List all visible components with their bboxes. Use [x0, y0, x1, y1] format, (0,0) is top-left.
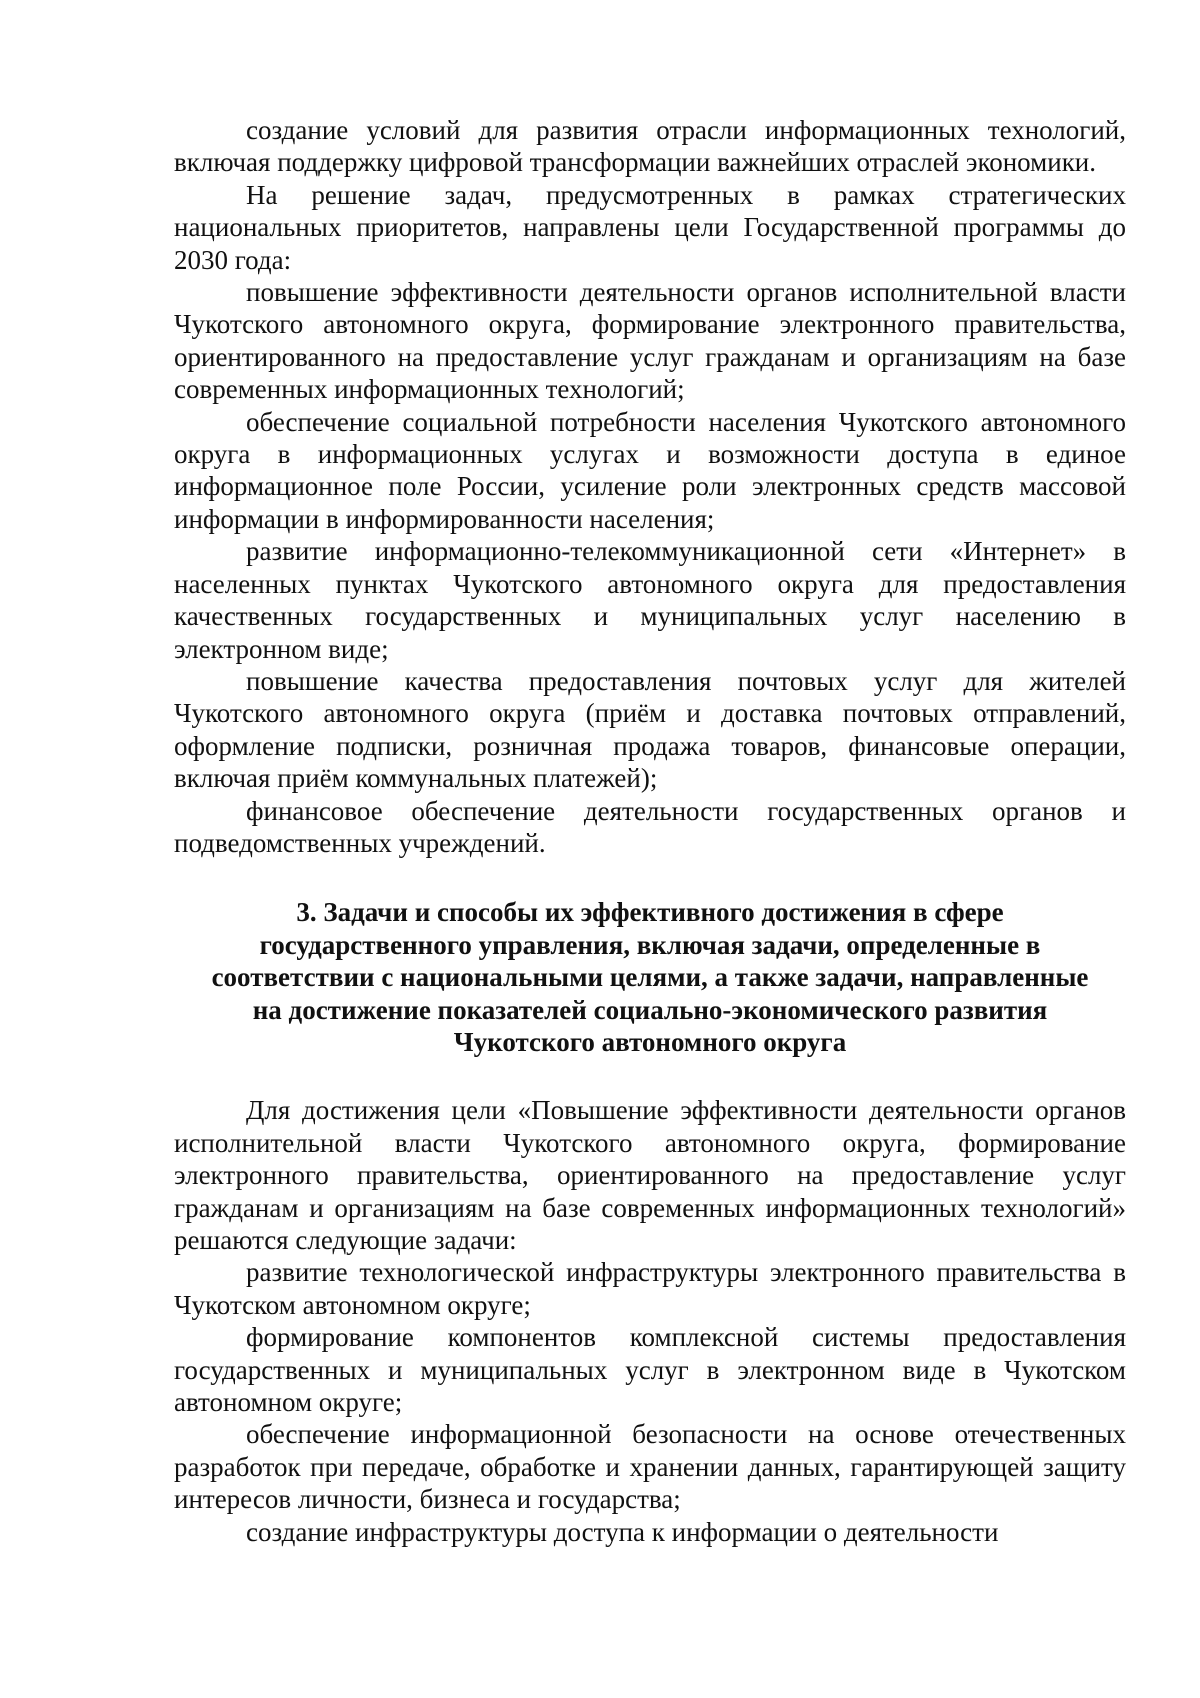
paragraph-program-goals-intro: На решение задач, предусмотренных в рамках стратегических национальных приоритетов, направлены цели Государственной программы до 2030 года: — [174, 179, 1126, 275]
paragraph-task-information-security: обеспечение информационной безопасности на основе отечественных разработок при передаче, обработке и хранении данных, гарантирующей защиту интересов личности, бизнеса и государства; — [174, 1419, 1126, 1515]
section-heading-line: соответствии с национальными целями, а также задачи, направленные — [211, 962, 1089, 993]
paragraph-goal-postal-services: повышение качества предоставления почтовых услуг для жителей Чукотского автономного округа (приём и доставка почтовых отправлений, оформление подписки, розничная продажа товаров, финансовые операции, включая приём коммунальных платежей); — [174, 665, 1126, 794]
section-heading-line: государственного управления, включая задачи, определенные в — [259, 929, 1041, 960]
paragraph-goal-internet-development: развитие информационно-телекоммуникационной сети «Интернет» в населенных пунктах Чукотского автономного округа для предоставления качественных государственных и муниципальных услуг населению в электронном виде; — [174, 536, 1126, 664]
page-body — [174, 114, 1126, 1548]
paragraph-tasks-intro: Для достижения цели «Повышение эффективности деятельности органов исполнительной власти Чукотского автономного округа, формирование электронного правительства, ориентированного на предоставление услуг гражданам и организациям на базе современных информационных технологий» решаются следующие задачи: — [174, 1095, 1126, 1255]
paragraph-task-public-services: формирование компонентов комплексной системы предоставления государственных и муниципальных услуг в электронном виде в Чукотском автономном округе; — [174, 1322, 1126, 1418]
section-heading-line: Чукотского автономного округа — [453, 1026, 847, 1057]
section-heading-line: 3. Задачи и способы их эффективного достижения в сфере — [296, 897, 1004, 928]
paragraph-it-industry: создание условий для развития отрасли информационных технологий, включая поддержку цифровой трансформации важнейших отраслей экономики. — [174, 115, 1126, 178]
paragraph-goal-information-services: обеспечение социальной потребности населения Чукотского автономного округа в информационных услугах и возможности доступа в единое информационное поле России, усиление роли электронных средств массовой информации в информированности населения; — [174, 406, 1126, 534]
paragraph-goal-executive-efficiency: повышение эффективности деятельности органов исполнительной власти Чукотского автономного округа, формирование электронного правительства, ориентированного на предоставление услуг гражданам и организациям на базе современных информационных технологий; — [174, 277, 1126, 405]
section-heading-line: на достижение показателей социально-экономического развития — [252, 994, 1048, 1025]
paragraph-task-infrastructure: развитие технологической инфраструктуры электронного правительства в Чукотском автономном округе; — [174, 1257, 1126, 1320]
paragraph-goal-financial-support: финансовое обеспечение деятельности государственных органов и подведомственных учреждений. — [174, 795, 1126, 858]
paragraph-task-access-infrastructure: создание инфраструктуры доступа к информации о деятельности — [246, 1516, 999, 1547]
section-3-heading — [174, 896, 1126, 1058]
